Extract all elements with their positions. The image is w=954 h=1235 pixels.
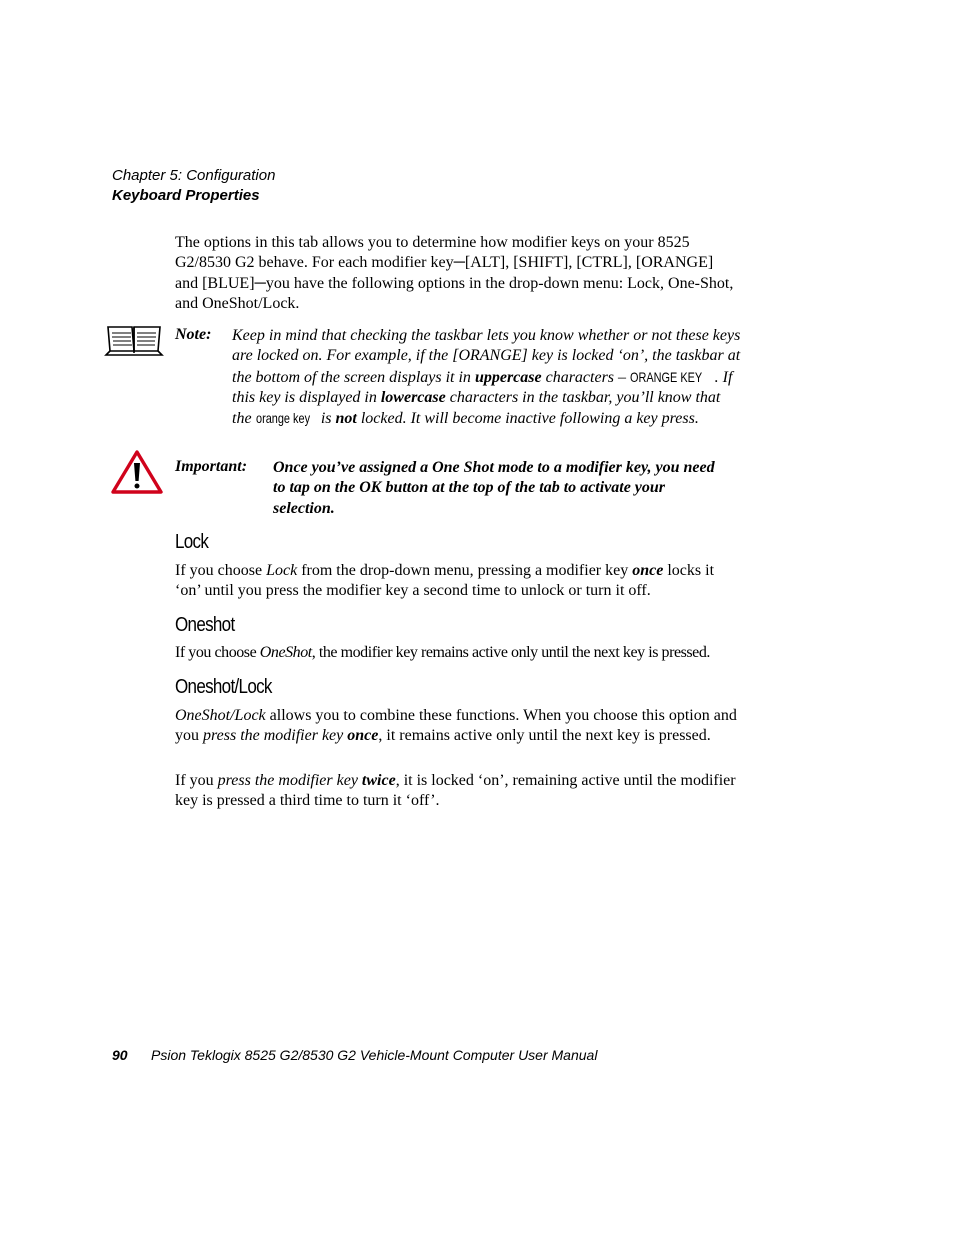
oneshot-heading: Oneshot bbox=[175, 614, 235, 636]
note-label: Note: bbox=[175, 326, 212, 343]
chapter-header: Chapter 5: Configuration bbox=[112, 167, 276, 184]
oneshot-paragraph: If you choose OneShot, the modifier key remains active only until the next key is pressed. bbox=[175, 644, 710, 661]
oneshot-lock-paragraph-1: OneShot/Lock allows you to combine these functions. When you choose this option and you press the modifier key once, it remains active only until the next key is pressed. bbox=[175, 707, 737, 745]
note-text: Keep in mind that checking the taskbar lets you know whether or not these keys are locked on. For example, if the [ORANGE] key is locked ‘on’, the taskbar at the bottom of the screen displays it in uppercase characters – ORANGE KEY . If this key is displayed in lowercase characters in the taskbar, you’ll know that the orange key is not locked. It will become inactive following a key press. bbox=[232, 327, 741, 428]
orange-key-uppercase: ORANGE KEY bbox=[630, 368, 703, 385]
lock-paragraph: If you choose Lock from the drop-down menu, pressing a modifier key once locks it ‘on’ until you press the modifier key a second time to unlock or turn it off. bbox=[175, 562, 715, 600]
intro-paragraph: The options in this tab allows you to determine how modifier keys on your 8525 G2/8530 G2 behave. For each modifier key─[ALT], [SHIFT], [CTRL], [ORANGE] and [BLUE]─you have the following options in the drop-down menu: Lock, One-Shot, and OneShot/Lock. bbox=[175, 234, 734, 312]
book-icon bbox=[104, 323, 166, 357]
lock-heading: Lock bbox=[175, 531, 209, 553]
note-not: not bbox=[335, 410, 357, 428]
oneshot-lock-heading: Oneshot/Lock bbox=[175, 676, 272, 698]
oneshot-lock-paragraph-2: If you press the modifier key twice, it is locked ‘on’, remaining active until the modifier key is pressed a third time to turn it ‘off’. bbox=[175, 772, 736, 810]
footer-title: Psion Teklogix 8525 G2/8530 G2 Vehicle-Mount Computer User Manual bbox=[151, 1047, 598, 1063]
page-number: 90 bbox=[112, 1047, 128, 1063]
note-uppercase: uppercase bbox=[474, 368, 542, 386]
orange-key-lowercase: orange key bbox=[255, 410, 310, 427]
warning-icon bbox=[110, 449, 164, 495]
important-text: Once you’ve assigned a One Shot mode to a modifier key, you need to tap on the OK button at the top of the tab to activate your selection. bbox=[273, 459, 715, 517]
note-lowercase: lowercase bbox=[380, 388, 446, 406]
important-label: Important: bbox=[175, 458, 248, 475]
section-header: Keyboard Properties bbox=[112, 187, 260, 204]
